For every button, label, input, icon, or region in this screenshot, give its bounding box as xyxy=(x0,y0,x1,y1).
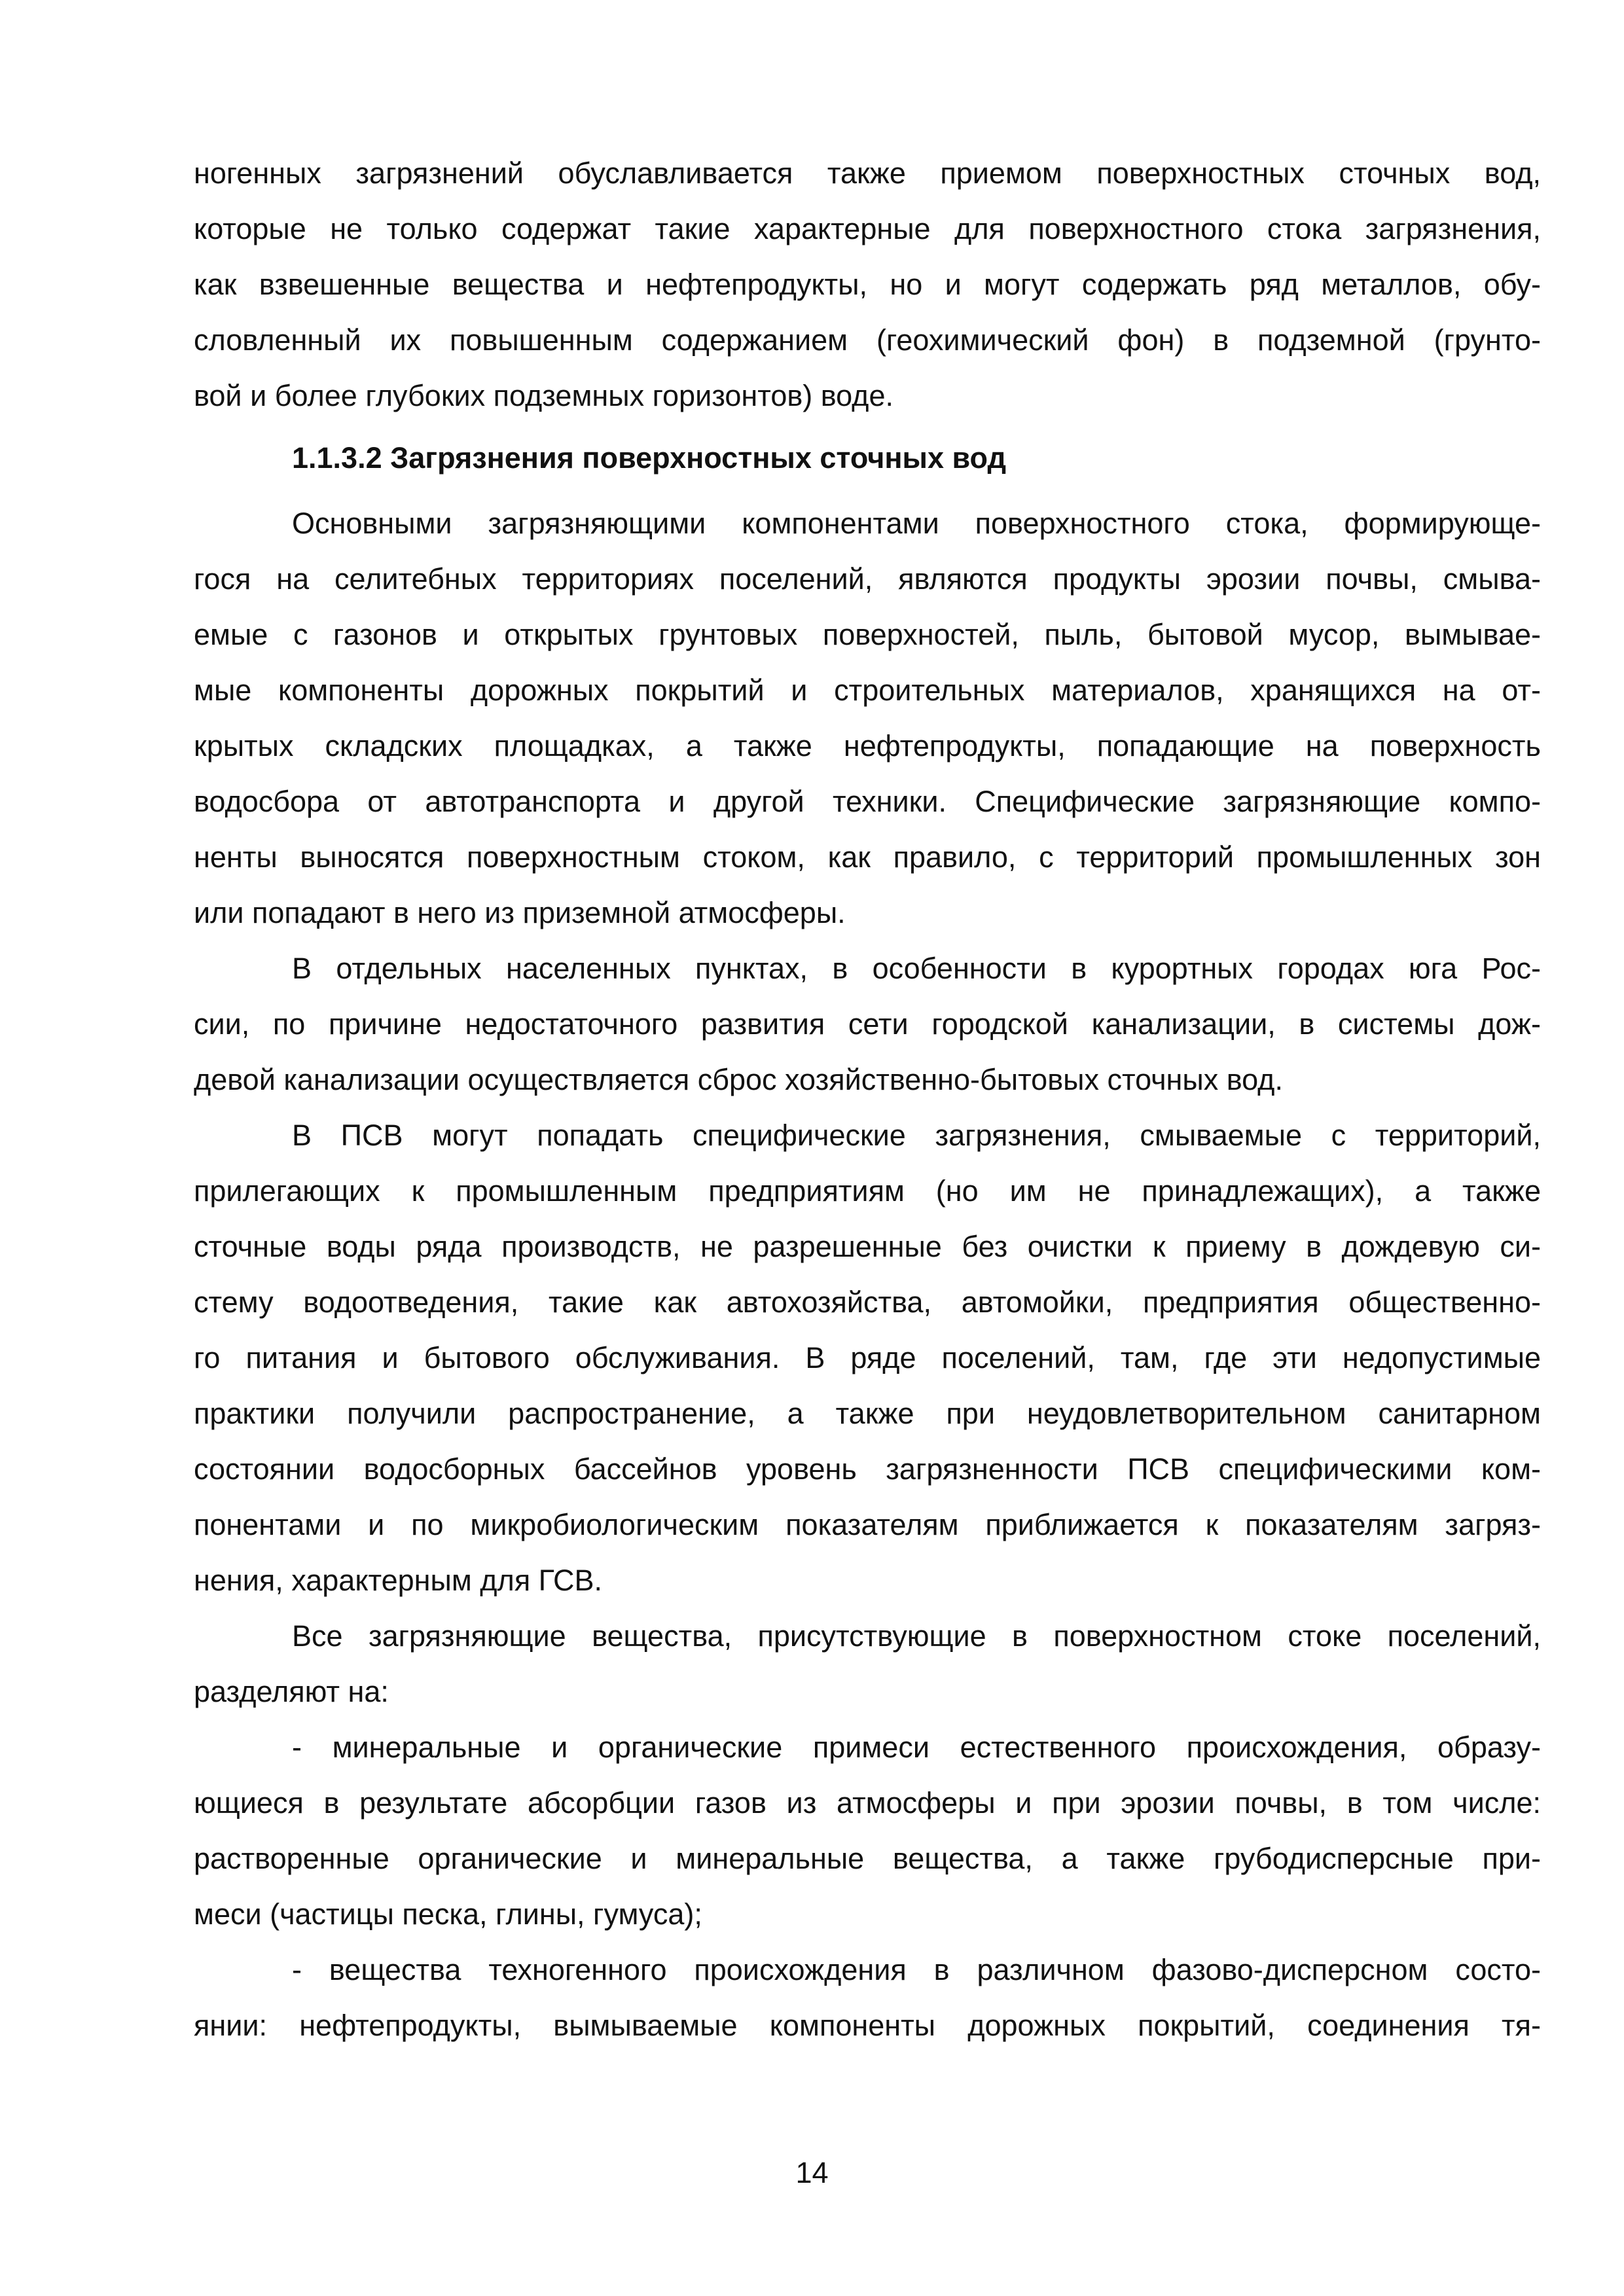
spacer xyxy=(194,423,1541,430)
text-line: - минеральные и органические примеси естественного происхождения, образу- xyxy=(292,1731,1541,1764)
paragraph-main-components xyxy=(194,495,1541,941)
text-line: - вещества техногенного происхождения в различном фазово-дисперсном состо- xyxy=(292,1953,1541,1986)
text-line: гося на селитебных территориях поселений, являются продукты эрозии почвы, смыва- xyxy=(194,562,1541,596)
paragraph-specific-pollution xyxy=(194,1107,1541,1608)
page-number: 14 xyxy=(795,2156,829,2189)
text-line: разделяют на: xyxy=(194,1675,389,1708)
text-line: нения, характерным для ГСВ. xyxy=(194,1564,603,1597)
text-line: емые с газонов и открытых грунтовых поверхностей, пыль, бытовой мусор, вымывае- xyxy=(194,618,1541,651)
text-line: как взвешенные вещества и нефтепродукты, но и могут содержать ряд металлов, обу- xyxy=(194,268,1541,301)
text-line: или попадают в него из приземной атмосферы. xyxy=(194,896,846,929)
text-line: состоянии водосборных бассейнов уровень загрязненности ПСВ специфическими ком- xyxy=(194,1452,1541,1486)
text-line: сии, по причине недостаточного развития сети городской канализации, в системы дож- xyxy=(194,1007,1541,1041)
text-line: практики получили распространение, а также при неудовлетворительном санитарном xyxy=(194,1397,1541,1430)
list-item-technogenic-substances xyxy=(194,1942,1541,2053)
text-line: прилегающих к промышленным предприятиям (но им не принадлежащих), а также xyxy=(194,1174,1541,1208)
paragraph-resort-towns xyxy=(194,941,1541,1107)
text-line: понентами и по микробиологическим показателям приближается к показателям загряз- xyxy=(194,1508,1541,1541)
text-line: вой и более глубоких подземных горизонтов) воде. xyxy=(194,379,893,412)
paragraph-continuation xyxy=(194,145,1541,423)
page-body xyxy=(194,145,1541,2053)
text-line: мые компоненты дорожных покрытий и строительных материалов, хранящихся на от- xyxy=(194,673,1541,707)
text-line: водосбора от автотранспорта и другой техники. Специфические загрязняющие компо- xyxy=(194,785,1541,818)
spacer xyxy=(194,486,1541,495)
text-line: растворенные органические и минеральные вещества, а также грубодисперсные при- xyxy=(194,1842,1541,1875)
paragraph-classification xyxy=(194,1608,1541,1719)
text-line: меси (частицы песка, глины, гумуса); xyxy=(194,1897,702,1931)
text-line: словленный их повышенным содержанием (геохимический фон) в подземной (грунто- xyxy=(194,323,1541,357)
list-item-natural-impurities xyxy=(194,1719,1541,1942)
text-line: которые не только содержат такие характерные для поверхностного стока загрязнения, xyxy=(194,212,1541,245)
text-line: ногенных загрязнений обуславливается также приемом поверхностных сточных вод, xyxy=(194,156,1541,190)
text-line: девой канализации осуществляется сброс хозяйственно-бытовых сточных вод. xyxy=(194,1063,1283,1096)
text-line: В отдельных населенных пунктах, в особенности в курортных городах юга Рос- xyxy=(292,952,1541,985)
section-heading: 1.1.3.2 Загрязнения поверхностных сточных вод xyxy=(292,441,1007,475)
text-line: Все загрязняющие вещества, присутствующие в поверхностном стоке поселений, xyxy=(292,1619,1541,1653)
text-line: ненты выносятся поверхностным стоком, как правило, с территорий промышленных зон xyxy=(194,840,1541,874)
text-line: Основными загрязняющими компонентами поверхностного стока, формирующе- xyxy=(292,507,1541,540)
text-line: стему водоотведения, такие как автохозяйства, автомойки, предприятия общественно- xyxy=(194,1285,1541,1319)
text-line: ющиеся в результате абсорбции газов из атмосферы и при эрозии почвы, в том числе: xyxy=(194,1786,1541,1820)
text-line: сточные воды ряда производств, не разрешенные без очистки к приему в дождевую си- xyxy=(194,1230,1541,1263)
text-line: янии: нефтепродукты, вымываемые компоненты дорожных покрытий, соединения тя- xyxy=(194,2009,1541,2042)
text-line: В ПСВ могут попадать специфические загрязнения, смываемые с территорий, xyxy=(292,1119,1541,1152)
text-line: крытых складских площадках, а также нефтепродукты, попадающие на поверхность xyxy=(194,729,1541,762)
text-line: го питания и бытового обслуживания. В ряде поселений, там, где эти недопустимые xyxy=(194,1341,1541,1374)
